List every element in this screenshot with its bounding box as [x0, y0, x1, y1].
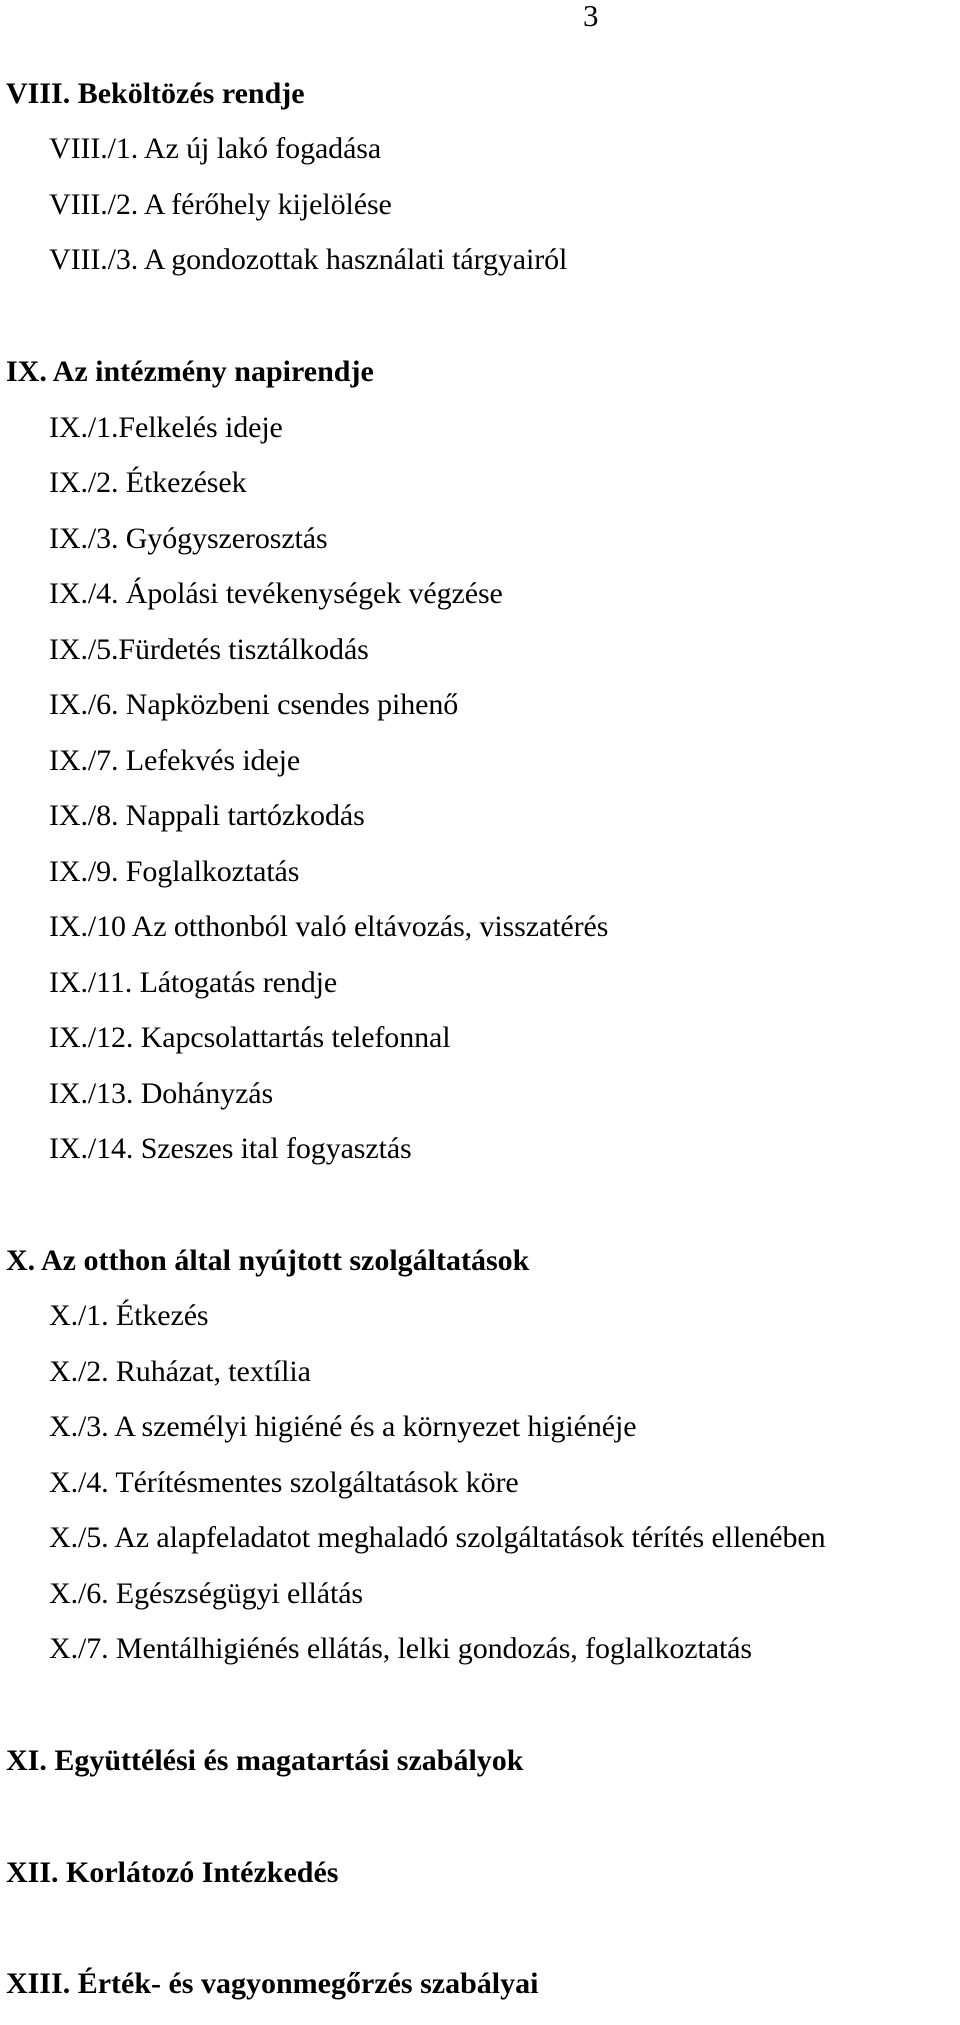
toc-item-ix-12: IX./12. Kapcsolattartás telefonnal	[49, 1021, 451, 1054]
toc-item-ix-6: IX./6. Napközbeni csendes pihenő	[49, 688, 459, 721]
toc-item-ix-5: IX./5.Fürdetés tisztálkodás	[49, 633, 369, 666]
toc-item-viii-2: VIII./2. A férőhely kijelölése	[49, 188, 392, 221]
toc-item-viii-3: VIII./3. A gondozottak használati tárgyairól	[49, 243, 568, 276]
toc-item-ix-14: IX./14. Szeszes ital fogyasztás	[49, 1132, 412, 1165]
toc-item-x-5: X./5. Az alapfeladatot meghaladó szolgáltatások térítés ellenében	[49, 1521, 826, 1554]
section-heading-xi: XI. Együttélési és magatartási szabályok	[6, 1744, 524, 1777]
page-number: 3	[583, 0, 599, 33]
toc-item-ix-4: IX./4. Ápolási tevékenységek végzése	[49, 577, 503, 610]
toc-item-x-3: X./3. A személyi higiéné és a környezet higiénéje	[49, 1410, 637, 1443]
toc-item-x-6: X./6. Egészségügyi ellátás	[49, 1577, 363, 1610]
toc-item-ix-11: IX./11. Látogatás rendje	[49, 966, 338, 999]
toc-item-x-4: X./4. Térítésmentes szolgáltatások köre	[49, 1466, 519, 1499]
toc-item-viii-1: VIII./1. Az új lakó fogadása	[49, 132, 382, 165]
toc-item-ix-7: IX./7. Lefekvés ideje	[49, 744, 301, 777]
section-heading-xii: XII. Korlátozó Intézkedés	[6, 1856, 339, 1889]
section-heading-x: X. Az otthon által nyújtott szolgáltatások	[6, 1244, 530, 1277]
toc-item-x-2: X./2. Ruházat, textília	[49, 1355, 311, 1388]
toc-item-ix-1: IX./1.Felkelés ideje	[49, 411, 283, 444]
toc-item-ix-2: IX./2. Étkezések	[49, 466, 247, 499]
toc-item-ix-10: IX./10 Az otthonból való eltávozás, visszatérés	[49, 910, 609, 943]
section-heading-xiii: XIII. Érték- és vagyonmegőrzés szabályai	[6, 1967, 539, 2000]
toc-item-ix-9: IX./9. Foglalkoztatás	[49, 855, 300, 888]
section-heading-viii: VIII. Beköltözés rendje	[6, 77, 305, 110]
section-heading-ix: IX. Az intézmény napirendje	[6, 355, 374, 388]
toc-item-ix-8: IX./8. Nappali tartózkodás	[49, 799, 365, 832]
toc-item-ix-3: IX./3. Gyógyszerosztás	[49, 522, 328, 555]
toc-item-x-1: X./1. Étkezés	[49, 1299, 209, 1332]
toc-item-ix-13: IX./13. Dohányzás	[49, 1077, 274, 1110]
toc-item-x-7: X./7. Mentálhigiénés ellátás, lelki gondozás, foglalkoztatás	[49, 1632, 752, 1665]
